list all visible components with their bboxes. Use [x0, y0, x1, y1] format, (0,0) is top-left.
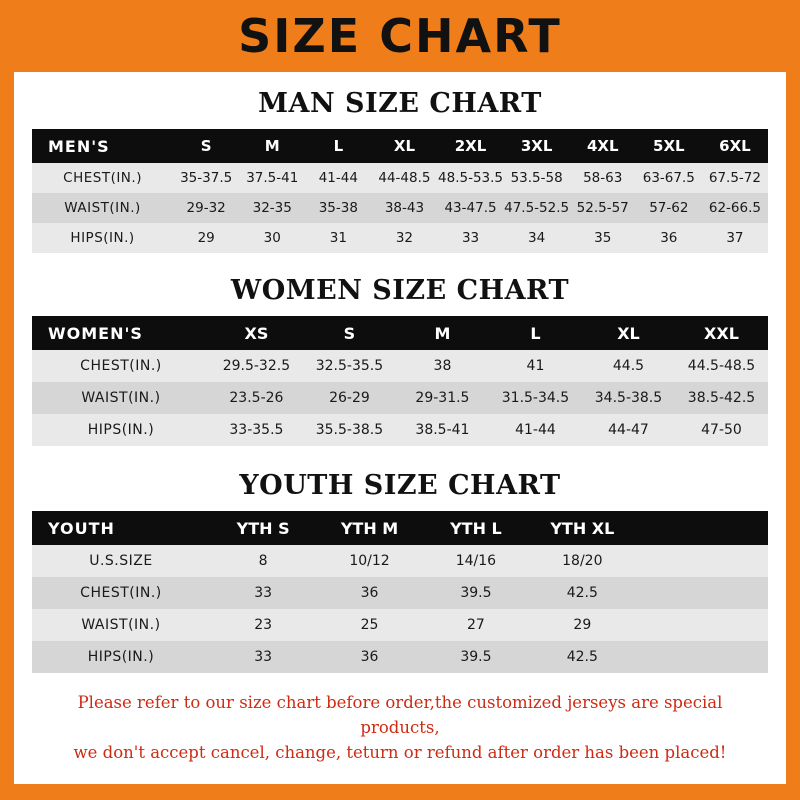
table-cell: 35-38	[318, 200, 358, 216]
table-header-cell: M	[264, 137, 280, 155]
table-cell: 57-62	[649, 200, 689, 216]
table-header-cell: XS	[244, 323, 269, 343]
table-cell: 52.5-57	[576, 200, 629, 216]
table-header-cell: XL	[393, 137, 415, 155]
man-size-table	[32, 129, 768, 253]
table-cell: 42.5	[566, 585, 598, 601]
table-cell: 44-47	[608, 422, 649, 438]
table-row	[32, 223, 768, 253]
table-cell: 36	[360, 585, 379, 601]
row-label: HIPS(IN.)	[87, 422, 155, 438]
footer-note	[32, 691, 768, 765]
table-cell-spacer	[636, 609, 768, 641]
table-cell: 38-43	[384, 200, 425, 216]
table-header-row	[32, 129, 768, 163]
row-label: CHEST(IN.)	[80, 358, 162, 374]
header-band	[0, 0, 800, 72]
table-header-cell: YTH XL	[550, 518, 615, 538]
row-label: CHEST(IN.)	[63, 170, 142, 186]
table-cell: 14/16	[455, 553, 497, 569]
women-section-title: WOMEN SIZE CHART	[230, 275, 570, 306]
table-cell: 8	[258, 553, 268, 569]
table-cell: 47-50	[701, 422, 742, 438]
table-cell: 26-29	[329, 390, 370, 406]
table-cell: 23.5-26	[229, 390, 284, 406]
table-cell: 48.5-53.5	[438, 170, 504, 186]
table-cell: 37.5-41	[246, 170, 299, 186]
table-cell: 44-48.5	[378, 170, 431, 186]
table-cell: 39.5	[460, 649, 492, 665]
table-header-cell: S	[343, 323, 356, 343]
row-label: HIPS(IN.)	[87, 649, 155, 665]
table-cell: 31.5-34.5	[501, 390, 570, 406]
table-cell: 47.5-52.5	[504, 200, 570, 216]
table-cell: 63-67.5	[642, 170, 695, 186]
table-header-cell: YTH S	[236, 518, 290, 538]
table-row	[32, 641, 768, 673]
table-cell-spacer	[636, 577, 768, 609]
table-header-cell: M	[434, 323, 451, 343]
table-cell: 32-35	[252, 200, 292, 216]
row-label: U.S.SIZE	[89, 553, 153, 569]
row-label: WAIST(IN.)	[81, 617, 161, 633]
table-cell: 36	[360, 649, 379, 665]
table-cell: 33-35.5	[229, 422, 284, 438]
table-cell: 37	[726, 230, 744, 246]
table-cell: 44.5	[612, 358, 645, 374]
table-cell: 43-47.5	[444, 200, 497, 216]
page-title: SIZE CHART	[238, 9, 562, 63]
table-cell: 25	[360, 617, 379, 633]
table-cell: 33	[461, 230, 480, 246]
table-cell: 39.5	[460, 585, 492, 601]
row-label: WAIST(IN.)	[64, 200, 141, 216]
table-cell: 44.5-48.5	[687, 358, 756, 374]
table-cell: 38	[433, 358, 452, 374]
table-row	[32, 577, 768, 609]
table-cell: 10/12	[349, 553, 390, 569]
table-header-cell: YOUTH	[48, 518, 115, 538]
table-cell: 53.5-58	[510, 170, 563, 186]
table-cell: 62-66.5	[708, 200, 761, 216]
table-cell: 38.5-42.5	[687, 390, 756, 406]
table-header-cell: 5XL	[653, 137, 685, 155]
table-cell: 18/20	[562, 553, 603, 569]
table-cell: 35.5-38.5	[315, 422, 384, 438]
table-cell: 58-63	[583, 170, 623, 186]
table-cell-spacer	[636, 641, 768, 673]
table-cell: 29-32	[186, 200, 226, 216]
table-cell: 34.5-38.5	[594, 390, 663, 406]
table-header-cell: S	[200, 137, 212, 155]
table-row	[32, 382, 768, 414]
table-header-cell: XL	[617, 323, 640, 343]
content	[14, 88, 786, 765]
table-cell: 30	[263, 230, 281, 246]
table-row	[32, 609, 768, 641]
bottom-band	[0, 784, 800, 800]
table-cell: 29	[197, 230, 215, 246]
table-header-cell: YTH L	[450, 518, 502, 538]
table-header-cell: 6XL	[719, 137, 751, 155]
table-cell: 42.5	[566, 649, 598, 665]
table-row	[32, 163, 768, 193]
youth-size-table	[32, 511, 768, 673]
table-header-cell: L	[333, 137, 344, 155]
table-cell: 41-44	[515, 422, 556, 438]
table-cell: 35	[594, 230, 612, 246]
table-cell: 67.5-72	[708, 170, 761, 186]
youth-section-title: YOUTH SIZE CHART	[239, 470, 561, 501]
table-cell: 29	[573, 617, 592, 633]
table-cell: 36	[660, 230, 678, 246]
women-size-table	[32, 316, 768, 446]
table-cell-spacer	[636, 545, 768, 577]
table-row	[32, 193, 768, 223]
table-cell: 23	[254, 617, 273, 633]
table-header-cell: 4XL	[586, 137, 619, 155]
table-header-spacer	[636, 511, 768, 545]
table-cell: 29.5-32.5	[222, 358, 291, 374]
table-header-cell: 3XL	[520, 137, 553, 155]
table-row	[32, 350, 768, 382]
footer-note-line-2: we don't accept cancel, change, teturn or refund after order has been placed!	[73, 742, 727, 762]
table-cell: 38.5-41	[415, 422, 470, 438]
table-header-cell: YTH M	[340, 518, 399, 538]
row-label: CHEST(IN.)	[80, 585, 162, 601]
man-section-title: MAN SIZE CHART	[258, 88, 542, 119]
table-cell: 32.5-35.5	[315, 358, 384, 374]
table-header-row	[32, 316, 768, 350]
table-cell: 27	[467, 617, 485, 633]
footer-note-line-1: Please refer to our size chart before order,the customized jerseys are special products,	[77, 693, 723, 737]
table-cell: 41-44	[318, 170, 358, 186]
row-label: WAIST(IN.)	[81, 390, 161, 406]
table-cell: 41	[526, 358, 545, 374]
table-cell: 32	[395, 230, 414, 246]
table-cell: 29-31.5	[415, 390, 470, 406]
table-cell: 31	[329, 230, 347, 246]
table-cell: 34	[528, 230, 546, 246]
table-header-row	[32, 511, 768, 545]
table-header-cell: 2XL	[454, 137, 487, 155]
table-header-cell: WOMEN'S	[48, 323, 143, 343]
table-header-cell: L	[530, 323, 541, 343]
table-cell: 35-37.5	[180, 170, 233, 186]
table-row	[32, 414, 768, 446]
table-cell: 33	[254, 585, 273, 601]
row-label: HIPS(IN.)	[70, 230, 135, 246]
table-cell: 33	[254, 649, 273, 665]
table-header-cell: MEN'S	[48, 136, 110, 156]
table-header-cell: XXL	[704, 323, 739, 343]
table-row	[32, 545, 768, 577]
